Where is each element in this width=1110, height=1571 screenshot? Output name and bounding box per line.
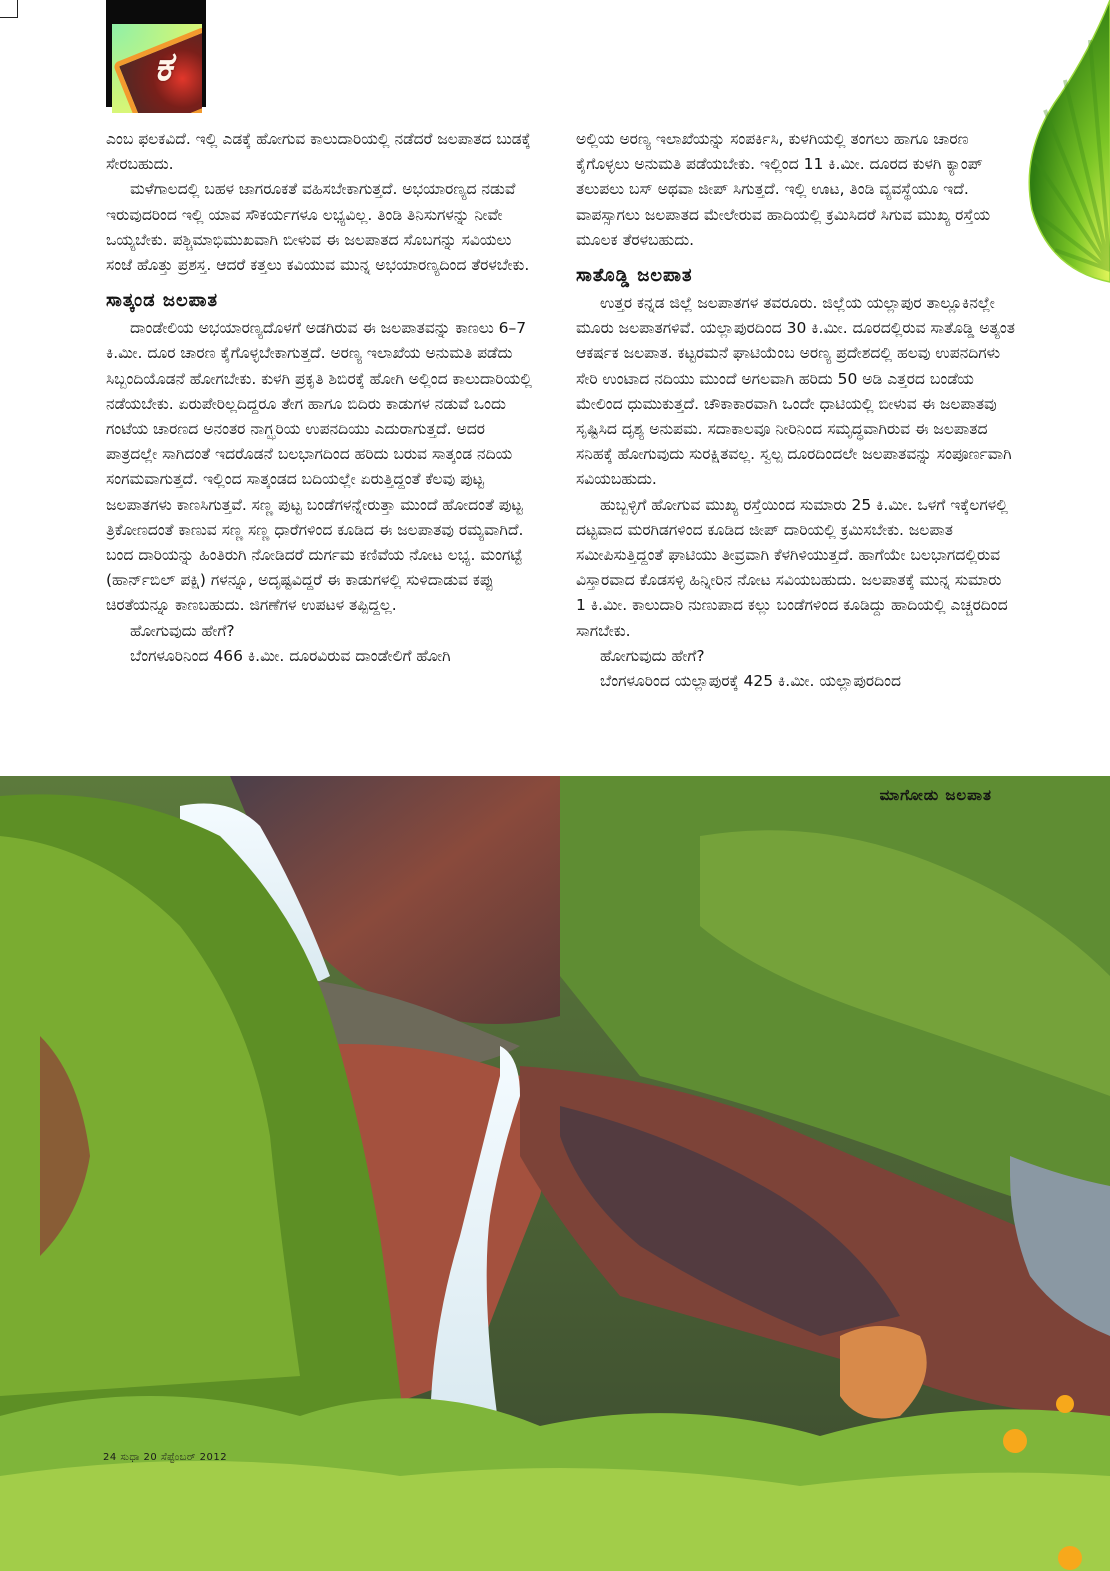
section-body: ಹುಬ್ಬಳ್ಳಿಗೆ ಹೋಗುವ ಮುಖ್ಯ ರಸ್ತೆಯಿಂದ ಸುಮಾರು 25 ಕಿ.ಮೀ. ಒಳಗೆ ಇಕ್ಕೆಲಗಳಲ್ಲಿ ದಟ್ಟವಾದ ಮರಗಿಡಗಳಿಂದ ಕೂಡಿದ ಜೀಪ್ ದಾರಿಯಲ್ಲಿ ಕ್ರಮಿಸಬೇಕು. ಜಲಪಾತ ಸಮೀಪಿಸುತ್ತಿದ್ದಂತೆ ಘಾಟಿಯು ತೀವ್ರವಾಗಿ ಕೆಳಗಿಳಿಯುತ್ತದೆ. ಹಾಗೆಯೇ ಬಲಭಾಗದಲ್ಲಿರುವ ವಿಸ್ತಾರವಾದ ಕೊಡಸಳ್ಳಿ ಹಿನ್ನೀರಿನ ನೋಟ ಸವಿಯಬಹುದು. ಜಲಪಾತಕ್ಕೆ ಮುನ್ನ ಸುಮಾರು 1 ಕಿ.ಮೀ. ಕಾಲುದಾರಿ ನುಣುಪಾದ ಕಲ್ಲು ಬಂಡೆಗಳಿಂದ ಕೂಡಿದ್ದು ಹಾದಿಯಲ್ಲಿ ಎಚ್ಚರದಿಂದ ಸಾಗಬೇಕು.: [576, 495, 1008, 640]
howto-body: ಬೆಂಗಳೂರಿಂದ ಯಲ್ಲಾಪುರಕ್ಕೆ 425 ಕಿ.ಮೀ. ಯಲ್ಲಾಪುರದಿಂದ: [600, 672, 902, 691]
paragraph: ಅಲ್ಲಿಯ ಅರಣ್ಯ ಇಲಾಖೆಯನ್ನು ಸಂಪರ್ಕಿಸಿ, ಕುಳಗಿಯಲ್ಲಿ ತಂಗಲು ಹಾಗೂ ಚಾರಣ ಕೈಗೊಳ್ಳಲು ಅನುಮತಿ ಪಡೆಯಬೇಕು. ಇಲ್ಲಿಂದ 11 ಕಿ.ಮೀ. ದೂರದ ಕುಳಗಿ ಕ್ಯಾಂಪ್ ತಲುಪಲು ಬಸ್ ಅಥವಾ ಜೀಪ್ ಸಿಗುತ್ತದೆ. ಇಲ್ಲಿ ಊಟ, ತಿಂಡಿ ವ್ಯವಸ್ಥೆಯೂ ಇದೆ. ವಾಪಸ್ಸಾಗಲು ಜಲಪಾತದ ಮೇಲೇರುವ ಹಾದಿಯಲ್ಲಿ ಕ್ರಮಿಸಿದರೆ ಸಿಗುವ ಮುಖ್ಯ ರಸ್ತೆಯ ಮೂಲಕ ತೆರಳಬಹುದು.: [576, 130, 991, 249]
flower: [1003, 1429, 1027, 1453]
howto-heading: ಹೋಗುವುದು ಹೇಗೆ?: [130, 621, 235, 640]
howto-heading: ಹೋಗುವುದು ಹೇಗೆ?: [600, 646, 705, 665]
paragraph: ಮಳೆಗಾಲದಲ್ಲಿ ಬಹಳ ಜಾಗರೂಕತೆ ವಹಿಸಬೇಕಾಗುತ್ತದೆ. ಅಭಯಾರಣ್ಯದ ನಡುವೆ ಇರುವುದರಿಂದ ಇಲ್ಲಿ ಯಾವ ಸೌಕರ್ಯಗಳೂ ಲಭ್ಯವಿಲ್ಲ. ತಿಂಡಿ ತಿನಿಸುಗಳನ್ನು ನೀವೇ ಒಯ್ಯಬೇಕು. ಪಶ್ಚಿಮಾಭಿಮುಖವಾಗಿ ಬೀಳುವ ಈ ಜಲಪಾತದ ಸೊಬಗನ್ನು ಸವಿಯಲು ಸಂಜೆ ಹೊತ್ತು ಪ್ರಶಸ್ತ. ಆದರೆ ಕತ್ತಲು ಕವಿಯುವ ಮುನ್ನ ಅಭಯಾರಣ್ಯದಿಂದ ತೆರಳಬೇಕು.: [106, 180, 530, 275]
magazine-logo-icon: [112, 24, 202, 113]
section-heading: ಸಾತೊಡ್ಡಿ ಜಲಪಾತ: [576, 265, 693, 287]
crop-mark: [0, 0, 18, 18]
section-heading: ಸಾತ್ಕಂಡ ಜಲಪಾತ: [106, 290, 219, 312]
section-body: ದಾಂಡೇಲಿಯ ಅಭಯಾರಣ್ಯದೊಳಗೆ ಅಡಗಿರುವ ಈ ಜಲಪಾತವನ್ನು ಕಾಣಲು 6–7 ಕಿ.ಮೀ. ದೂರ ಚಾರಣ ಕೈಗೊಳ್ಳಬೇಕಾಗುತ್ತದೆ. ಅರಣ್ಯ ಇಲಾಖೆಯ ಅನುಮತಿ ಪಡೆದು ಸಿಬ್ಬಂದಿಯೊಡನೆ ಹೋಗಬೇಕು. ಕುಳಗಿ ಪ್ರಕೃತಿ ಶಿಬಿರಕ್ಕೆ ಹೋಗಿ ಅಲ್ಲಿಂದ ಕಾಲುದಾರಿಯಲ್ಲಿ ನಡೆಯಬೇಕು. ಏರುಪೇರಿಲ್ಲದಿದ್ದರೂ ತೇಗ ಹಾಗೂ ಬಿದಿರು ಕಾಡುಗಳ ನಡುವೆ ಒಂದು ಗಂಟೆಯ ಚಾರಣದ ಅನಂತರ ನಾಗ್ಝರಿಯ ಉಪನದಿಯು ಎದುರಾಗುತ್ತದೆ. ಅದರ ಪಾತ್ರದಲ್ಲೇ ಸಾಗಿದಂತೆ ಇದರೊಡನೆ ಬಲಭಾಗದಿಂದ ಹರಿದು ಬರುವ ಸಾತ್ಕಂಡ ನದಿಯ ಸಂಗಮವಾಗುತ್ತದೆ. ಇಲ್ಲಿಂದ ಸಾತ್ಕಂಡದ ಬದಿಯಲ್ಲೇ ಏರುತ್ತಿದ್ದಂತೆ ಕೆಲವು ಪುಟ್ಟ ಜಲಪಾತಗಳು ಕಾಣಸಿಗುತ್ತವೆ. ಸಣ್ಣ ಪುಟ್ಟ ಬಂಡೆಗಳನ್ನೇರುತ್ತಾ ಮುಂದೆ ಹೋದಂತೆ ಪುಟ್ಟ ತ್ರಿಕೋಣದಂತೆ ಕಾಣುವ ಸಣ್ಣ ಸಣ್ಣ ಧಾರೆಗಳಿಂದ ಕೂಡಿದ ಈ ಜಲಪಾತವು ರಮ್ಯವಾಗಿದೆ. ಬಂದ ದಾರಿಯನ್ನು ಹಿಂತಿರುಗಿ ನೋಡಿದರೆ ದುರ್ಗಮ ಕಣಿವೆಯ ನೋಟ ಲಭ್ಯ. ಮಂಗಟ್ಟೆ (ಹಾರ್ನ್‌ಬಿಲ್ ಪಕ್ಷಿ) ಗಳನ್ನೂ, ಅದೃಷ್ಟವಿದ್ದರೆ ಈ ಕಾಡುಗಳಲ್ಲಿ ಸುಳಿದಾಡುವ ಕಪ್ಪು ಚಿರತೆಯನ್ನೂ ಕಾಣಬಹುದು. ಜಿಗಣೆಗಳ ಉಪಟಳ ತಪ್ಪಿದ್ದಲ್ಲ.: [106, 319, 532, 615]
page-folio: 24 ಸುಧಾ 20 ಸೆಪ್ಟೆಂಬರ್ 2012: [103, 1452, 228, 1463]
right-column: [576, 127, 1016, 694]
flower: [1058, 1546, 1082, 1570]
flower: [1056, 1395, 1074, 1413]
paragraph: ಎಂಬ ಫಲಕವಿದೆ. ಇಲ್ಲಿ ಎಡಕ್ಕೆ ಹೋಗುವ ಕಾಲುದಾರಿಯಲ್ಲಿ ನಡೆದರೆ ಜಲಪಾತದ ಬುಡಕ್ಕೆ ಸೇರಬಹುದು.: [106, 130, 531, 174]
logo-glyph: ಕ: [154, 43, 172, 90]
section-body: ಉತ್ತರ ಕನ್ನಡ ಜಿಲ್ಲೆ ಜಲಪಾತಗಳ ತವರೂರು. ಜಿಲ್ಲೆಯ ಯಲ್ಲಾಪುರ ತಾಲ್ಲೂಕಿನಲ್ಲೇ ಮೂರು ಜಲಪಾತಗಳಿವೆ. ಯಲ್ಲಾಪುರದಿಂದ 30 ಕಿ.ಮೀ. ದೂರದಲ್ಲಿರುವ ಸಾತೊಡ್ಡಿ ಅತ್ಯಂತ ಆಕರ್ಷಕ ಜಲಪಾತ. ಕಟ್ಟರಮನೆ ಘಾಟಿಯೆಂಬ ಅರಣ್ಯ ಪ್ರದೇಶದಲ್ಲಿ ಹಲವು ಉಪನದಿಗಳು ಸೇರಿ ಉಂಟಾದ ನದಿಯು ಮುಂದೆ ಅಗಲವಾಗಿ ಹರಿದು 50 ಅಡಿ ಎತ್ತರದ ಬಂಡೆಯ ಮೇಲಿಂದ ಧುಮುಕುತ್ತದೆ. ಚೌಕಾಕಾರವಾಗಿ ಒಂದೇ ಧಾಟಿಯಲ್ಲಿ ಬೀಳುವ ಈ ಜಲಪಾತವು ಸೃಷ್ಟಿಸಿದ ದೃಶ್ಯ ಅನುಪಮ. ಸದಾಕಾಲವೂ ನೀರಿನಿಂದ ಸಮೃದ್ಧವಾಗಿರುವ ಈ ಜಲಪಾತದ ಸನಿಹಕ್ಕೆ ಹೋಗುವುದು ಸುರಕ್ಷಿತವಲ್ಲ. ಸ್ವಲ್ಪ ದೂರದಿಂದಲೇ ಜಲಪಾತವನ್ನು ಸಂಪೂರ್ಣವಾಗಿ ಸವಿಯಬಹುದು.: [576, 294, 1015, 489]
howto-body: ಬೆಂಗಳೂರಿನಿಂದ 466 ಕಿ.ಮೀ. ದೂರವಿರುವ ದಾಂಡೇಲಿಗೆ ಹೋಗಿ: [130, 646, 451, 665]
leaf-graphic-icon: [1010, 0, 1110, 285]
left-column: [106, 127, 536, 669]
photo-caption: ಮಾಗೋಡು ಜಲಪಾತ: [879, 786, 992, 804]
